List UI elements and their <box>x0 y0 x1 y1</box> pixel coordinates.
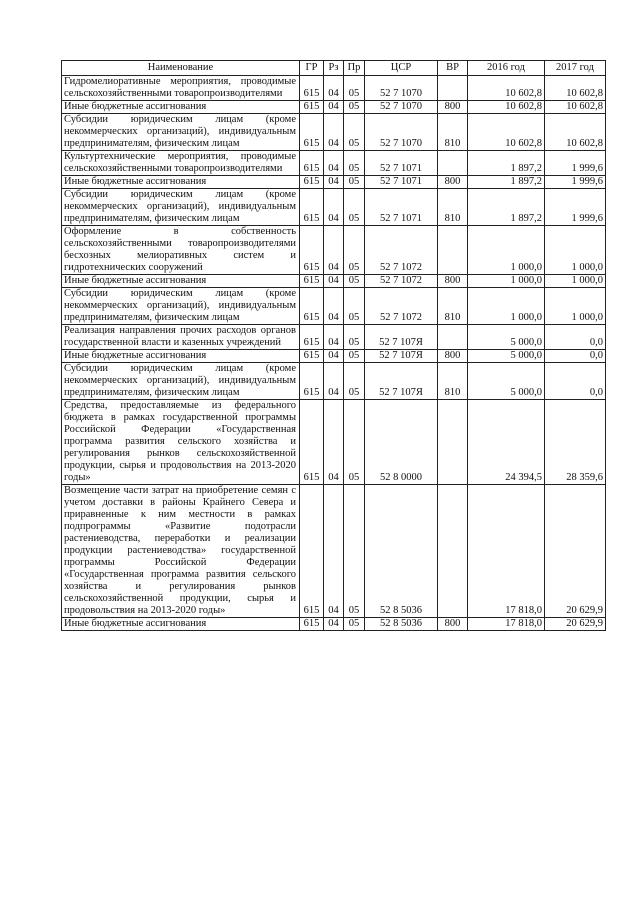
cell-rz: 04 <box>324 325 344 350</box>
cell-gr: 615 <box>300 76 324 101</box>
cell-gr: 615 <box>300 618 324 631</box>
cell-rz: 04 <box>324 76 344 101</box>
table-body <box>62 76 606 631</box>
cell-vr <box>438 325 468 350</box>
cell-2016: 17 818,0 <box>468 618 545 631</box>
document-page <box>61 60 606 631</box>
cell-pr: 05 <box>344 485 365 618</box>
cell-2017: 10 602,8 <box>545 114 606 151</box>
cell-2017: 10 602,8 <box>545 101 606 114</box>
cell-2017: 10 602,8 <box>545 76 606 101</box>
header-pr: Пр <box>344 61 365 76</box>
cell-pr: 05 <box>344 618 365 631</box>
table-row <box>62 226 606 275</box>
cell-2017: 0,0 <box>545 350 606 363</box>
cell-csr: 52 7 1072 <box>365 275 438 288</box>
table-row <box>62 176 606 189</box>
cell-2017: 1 000,0 <box>545 275 606 288</box>
cell-name: Субсидии юридическим лицам (кроме некоммерческих организаций), индивидуальным предпринимателям, физическим лицам <box>62 114 300 151</box>
cell-2016: 1 897,2 <box>468 176 545 189</box>
cell-pr: 05 <box>344 151 365 176</box>
cell-vr <box>438 76 468 101</box>
cell-pr: 05 <box>344 76 365 101</box>
cell-2017: 20 629,9 <box>545 618 606 631</box>
cell-gr: 615 <box>300 275 324 288</box>
cell-2016: 1 897,2 <box>468 189 545 226</box>
cell-rz: 04 <box>324 226 344 275</box>
cell-2016: 1 897,2 <box>468 151 545 176</box>
cell-name: Субсидии юридическим лицам (кроме некоммерческих организаций), индивидуальным предпринимателям, физическим лицам <box>62 189 300 226</box>
cell-pr: 05 <box>344 400 365 485</box>
cell-csr: 52 8 0000 <box>365 400 438 485</box>
budget-table <box>61 60 606 631</box>
cell-rz: 04 <box>324 189 344 226</box>
cell-csr: 52 7 1071 <box>365 176 438 189</box>
cell-2016: 5 000,0 <box>468 363 545 400</box>
table-row <box>62 101 606 114</box>
cell-vr <box>438 151 468 176</box>
cell-name: Иные бюджетные ассигнования <box>62 275 300 288</box>
cell-pr: 05 <box>344 189 365 226</box>
cell-gr: 615 <box>300 101 324 114</box>
cell-gr: 615 <box>300 114 324 151</box>
cell-rz: 04 <box>324 400 344 485</box>
cell-pr: 05 <box>344 275 365 288</box>
cell-rz: 04 <box>324 288 344 325</box>
cell-pr: 05 <box>344 363 365 400</box>
table-row <box>62 350 606 363</box>
cell-csr: 52 7 1072 <box>365 226 438 275</box>
cell-name: Оформление в собственность сельскохозяйственными товаропроизводителями бесхозных мелиоративных систем и гидротехнических сооружений <box>62 226 300 275</box>
header-gr: ГР <box>300 61 324 76</box>
cell-gr: 615 <box>300 485 324 618</box>
cell-2016: 17 818,0 <box>468 485 545 618</box>
cell-gr: 615 <box>300 288 324 325</box>
cell-name: Иные бюджетные ассигнования <box>62 350 300 363</box>
cell-vr: 810 <box>438 363 468 400</box>
cell-csr: 52 7 1070 <box>365 76 438 101</box>
cell-name: Субсидии юридическим лицам (кроме некоммерческих организаций), индивидуальным предпринимателям, физическим лицам <box>62 363 300 400</box>
cell-vr: 810 <box>438 189 468 226</box>
cell-2017: 1 000,0 <box>545 226 606 275</box>
table-row <box>62 151 606 176</box>
cell-vr <box>438 485 468 618</box>
cell-2016: 1 000,0 <box>468 226 545 275</box>
cell-name: Иные бюджетные ассигнования <box>62 618 300 631</box>
cell-name: Субсидии юридическим лицам (кроме некоммерческих организаций), индивидуальным предпринимателям, физическим лицам <box>62 288 300 325</box>
cell-csr: 52 7 107Я <box>365 325 438 350</box>
cell-gr: 615 <box>300 400 324 485</box>
cell-pr: 05 <box>344 101 365 114</box>
cell-2016: 1 000,0 <box>468 275 545 288</box>
table-row <box>62 275 606 288</box>
cell-2016: 24 394,5 <box>468 400 545 485</box>
cell-gr: 615 <box>300 226 324 275</box>
cell-rz: 04 <box>324 618 344 631</box>
cell-csr: 52 7 107Я <box>365 363 438 400</box>
header-2017: 2017 год <box>545 61 606 76</box>
table-header <box>62 61 606 76</box>
cell-2016: 5 000,0 <box>468 325 545 350</box>
table-row <box>62 114 606 151</box>
cell-gr: 615 <box>300 189 324 226</box>
cell-vr: 800 <box>438 350 468 363</box>
cell-name: Иные бюджетные ассигнования <box>62 176 300 189</box>
table-row <box>62 363 606 400</box>
header-2016: 2016 год <box>468 61 545 76</box>
cell-vr: 800 <box>438 176 468 189</box>
cell-2017: 1 000,0 <box>545 288 606 325</box>
cell-vr: 800 <box>438 275 468 288</box>
cell-2016: 10 602,8 <box>468 76 545 101</box>
cell-pr: 05 <box>344 226 365 275</box>
cell-csr: 52 7 1072 <box>365 288 438 325</box>
table-row <box>62 288 606 325</box>
cell-vr <box>438 226 468 275</box>
cell-name: Гидромелиоративные мероприятия, проводимые сельскохозяйственными товаропроизводителями <box>62 76 300 101</box>
cell-vr: 810 <box>438 288 468 325</box>
cell-name: Культуртехнические мероприятия, проводимые сельскохозяйственными товаропроизводителями <box>62 151 300 176</box>
table-row <box>62 485 606 618</box>
cell-name: Возмещение части затрат на приобретение семян с учетом доставки в районы Крайнего Севера и приравненные к ним местности в рамках подпрограммы «Развитие подотрасли растениеводства, переработки и реализации продукции растениеводства» государственной программы Российской Федерации «Государственная программа развития сельского хозяйства и регулирования рынков сельскохозяйственной продукции, сырья и продовольствия на 2013-2020 годы» <box>62 485 300 618</box>
cell-2017: 0,0 <box>545 325 606 350</box>
cell-rz: 04 <box>324 114 344 151</box>
cell-rz: 04 <box>324 363 344 400</box>
cell-rz: 04 <box>324 176 344 189</box>
cell-name: Реализация направления прочих расходов органов государственной власти и казенных учреждений <box>62 325 300 350</box>
cell-2017: 1 999,6 <box>545 151 606 176</box>
table-row <box>62 76 606 101</box>
cell-2017: 28 359,6 <box>545 400 606 485</box>
table-row <box>62 400 606 485</box>
cell-rz: 04 <box>324 101 344 114</box>
cell-pr: 05 <box>344 114 365 151</box>
cell-pr: 05 <box>344 176 365 189</box>
cell-2017: 1 999,6 <box>545 176 606 189</box>
cell-csr: 52 7 1071 <box>365 151 438 176</box>
cell-csr: 52 7 1070 <box>365 101 438 114</box>
cell-vr: 800 <box>438 618 468 631</box>
cell-rz: 04 <box>324 151 344 176</box>
cell-gr: 615 <box>300 350 324 363</box>
cell-rz: 04 <box>324 275 344 288</box>
cell-vr <box>438 400 468 485</box>
cell-pr: 05 <box>344 325 365 350</box>
table-row <box>62 618 606 631</box>
cell-vr: 810 <box>438 114 468 151</box>
header-name: Наименование <box>62 61 300 76</box>
cell-pr: 05 <box>344 288 365 325</box>
cell-2017: 20 629,9 <box>545 485 606 618</box>
cell-2016: 1 000,0 <box>468 288 545 325</box>
cell-csr: 52 7 1071 <box>365 189 438 226</box>
cell-vr: 800 <box>438 101 468 114</box>
header-csr: ЦСР <box>365 61 438 76</box>
cell-gr: 615 <box>300 151 324 176</box>
cell-2017: 1 999,6 <box>545 189 606 226</box>
cell-gr: 615 <box>300 176 324 189</box>
cell-rz: 04 <box>324 350 344 363</box>
cell-csr: 52 8 5036 <box>365 618 438 631</box>
cell-csr: 52 8 5036 <box>365 485 438 618</box>
cell-gr: 615 <box>300 363 324 400</box>
cell-name: Иные бюджетные ассигнования <box>62 101 300 114</box>
cell-csr: 52 7 1070 <box>365 114 438 151</box>
cell-2016: 10 602,8 <box>468 101 545 114</box>
table-row <box>62 325 606 350</box>
header-row <box>62 61 606 76</box>
cell-csr: 52 7 107Я <box>365 350 438 363</box>
header-vr: ВР <box>438 61 468 76</box>
cell-gr: 615 <box>300 325 324 350</box>
cell-2017: 0,0 <box>545 363 606 400</box>
cell-2016: 10 602,8 <box>468 114 545 151</box>
cell-rz: 04 <box>324 485 344 618</box>
cell-pr: 05 <box>344 350 365 363</box>
header-rz: Рз <box>324 61 344 76</box>
cell-name: Средства, предоставляемые из федерального бюджета в рамках государственной программы Российской Федерации «Государственная программа развития сельского хозяйства и регулирования рынков сельскохозяйственной продукции, сырья и продовольствия на 2013-2020 годы» <box>62 400 300 485</box>
cell-2016: 5 000,0 <box>468 350 545 363</box>
table-row <box>62 189 606 226</box>
